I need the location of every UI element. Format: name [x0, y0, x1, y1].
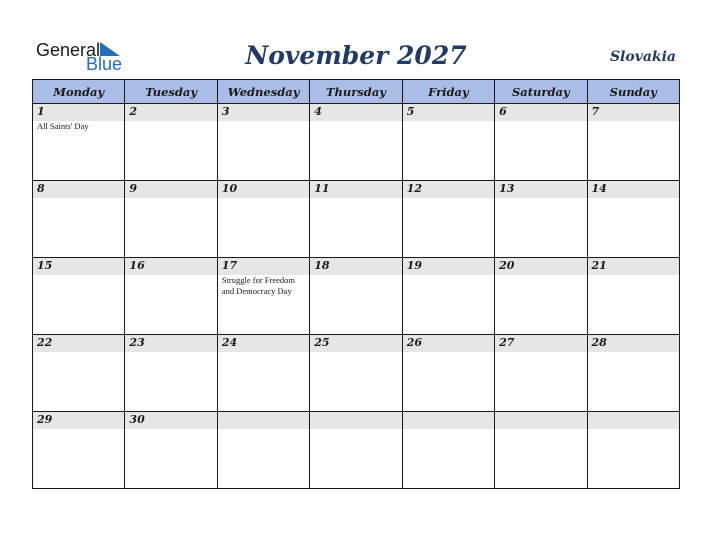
- day-number: 14: [591, 182, 607, 195]
- day-number-strip: [403, 181, 494, 198]
- empty-day-cell: [217, 412, 309, 489]
- logo-general-text: General: [36, 40, 101, 60]
- week-row: [33, 181, 680, 258]
- day-number-strip: [125, 181, 216, 198]
- day-number: 16: [129, 259, 145, 272]
- day-number: 19: [406, 259, 422, 272]
- day-number: 8: [37, 182, 45, 195]
- day-number-strip: [403, 335, 494, 352]
- day-cell: [310, 335, 402, 412]
- day-cell: [33, 335, 125, 412]
- day-number: 10: [221, 182, 238, 195]
- day-cell: [495, 181, 587, 258]
- day-cell: [587, 181, 679, 258]
- day-number-strip: [218, 104, 309, 121]
- day-cell: [217, 258, 309, 335]
- logo-blue-text: Blue: [86, 54, 123, 74]
- day-number: 30: [129, 413, 145, 426]
- day-number: 6: [499, 105, 507, 118]
- day-number: 18: [314, 259, 330, 272]
- calendar-body: [33, 104, 680, 489]
- day-number: 3: [221, 105, 230, 118]
- day-cell: [125, 335, 217, 412]
- day-number-strip: [495, 104, 586, 121]
- day-number-strip: [125, 335, 216, 352]
- day-cell: [125, 181, 217, 258]
- day-number-strip: [588, 412, 679, 429]
- day-number: 9: [129, 182, 138, 195]
- day-cell: [217, 104, 309, 181]
- day-number-strip: [403, 104, 494, 121]
- weekday-header-saturday: Saturday: [495, 80, 587, 104]
- empty-day-cell: [587, 412, 679, 489]
- holiday-label: All Saints' Day: [37, 121, 89, 131]
- day-number-strip: [33, 412, 124, 429]
- day-cell: [125, 258, 217, 335]
- weekday-header-thursday: Thursday: [310, 80, 402, 104]
- weekday-header-row: [33, 80, 680, 104]
- day-number-strip: [588, 258, 679, 275]
- day-cell: [125, 104, 217, 181]
- week-row: [33, 335, 680, 412]
- day-number: 13: [499, 182, 515, 195]
- empty-day-cell: [310, 412, 402, 489]
- day-number-strip: [588, 104, 679, 121]
- day-cell: [402, 258, 494, 335]
- day-cell: [495, 335, 587, 412]
- day-number-strip: [125, 412, 216, 429]
- weekday-header-sunday: Sunday: [587, 80, 679, 104]
- day-cell: [33, 104, 125, 181]
- calendar-grid: [32, 79, 680, 489]
- day-number: 20: [499, 259, 515, 272]
- day-number-strip: [495, 335, 586, 352]
- day-number-strip: [495, 412, 586, 429]
- day-cell: [310, 258, 402, 335]
- country-label: Slovakia: [609, 49, 676, 65]
- page-title: November 2027: [245, 41, 467, 70]
- day-number-strip: [588, 181, 679, 198]
- day-number: 29: [37, 413, 53, 426]
- day-number-strip: [310, 181, 401, 198]
- week-row: [33, 258, 680, 335]
- week-row: [33, 104, 680, 181]
- day-number-strip: [310, 258, 401, 275]
- day-number: 15: [37, 259, 53, 272]
- day-number: 5: [406, 105, 415, 118]
- weekday-header-tuesday: Tuesday: [125, 80, 217, 104]
- day-cell: [402, 104, 494, 181]
- day-number-strip: [218, 412, 309, 429]
- day-number: 24: [221, 336, 238, 349]
- day-number: 17: [221, 259, 238, 272]
- logo: [36, 40, 136, 74]
- day-number: 2: [129, 105, 138, 118]
- day-number-strip: [218, 335, 309, 352]
- day-cell: [587, 258, 679, 335]
- day-number-strip: [33, 104, 124, 121]
- day-number-strip: [403, 258, 494, 275]
- day-cell: [310, 104, 402, 181]
- day-number: 26: [406, 336, 422, 349]
- day-number: 1: [37, 105, 45, 118]
- day-number-strip: [33, 258, 124, 275]
- day-number-strip: [125, 104, 216, 121]
- weekday-header-monday: Monday: [33, 80, 125, 104]
- day-cell: [125, 412, 217, 489]
- day-cell: [402, 335, 494, 412]
- day-number: 21: [591, 259, 607, 272]
- holiday-label: Struggle for Freedom and Democracy Day: [221, 275, 296, 296]
- day-cell: [33, 412, 125, 489]
- day-cell: [217, 335, 309, 412]
- day-number-strip: [310, 335, 401, 352]
- day-number-strip: [310, 104, 401, 121]
- day-cell: [33, 181, 125, 258]
- day-number: 11: [314, 182, 330, 195]
- day-number: 22: [37, 336, 53, 349]
- day-number-strip: [218, 258, 309, 275]
- day-number-strip: [33, 335, 124, 352]
- empty-day-cell: [402, 412, 494, 489]
- day-cell: [495, 104, 587, 181]
- day-cell: [587, 335, 679, 412]
- day-number-strip: [33, 181, 124, 198]
- day-number: 28: [591, 336, 607, 349]
- day-cell: [33, 258, 125, 335]
- day-cell: [402, 181, 494, 258]
- day-number-strip: [495, 258, 586, 275]
- day-number-strip: [588, 335, 679, 352]
- day-cell: [587, 104, 679, 181]
- day-number: 27: [499, 336, 515, 349]
- day-number-strip: [403, 412, 494, 429]
- day-cell: [495, 258, 587, 335]
- day-number-strip: [218, 181, 309, 198]
- weekday-header-friday: Friday: [402, 80, 494, 104]
- day-cell: [310, 181, 402, 258]
- day-number: 12: [406, 182, 422, 195]
- day-number: 7: [591, 105, 600, 118]
- day-number-strip: [125, 258, 216, 275]
- week-row: [33, 412, 680, 489]
- day-number-strip: [310, 412, 401, 429]
- weekday-header-wednesday: Wednesday: [217, 80, 309, 104]
- day-number: 23: [129, 336, 145, 349]
- day-number: 4: [314, 105, 322, 118]
- day-cell: [217, 181, 309, 258]
- empty-day-cell: [495, 412, 587, 489]
- day-number: 25: [314, 336, 330, 349]
- day-number-strip: [495, 181, 586, 198]
